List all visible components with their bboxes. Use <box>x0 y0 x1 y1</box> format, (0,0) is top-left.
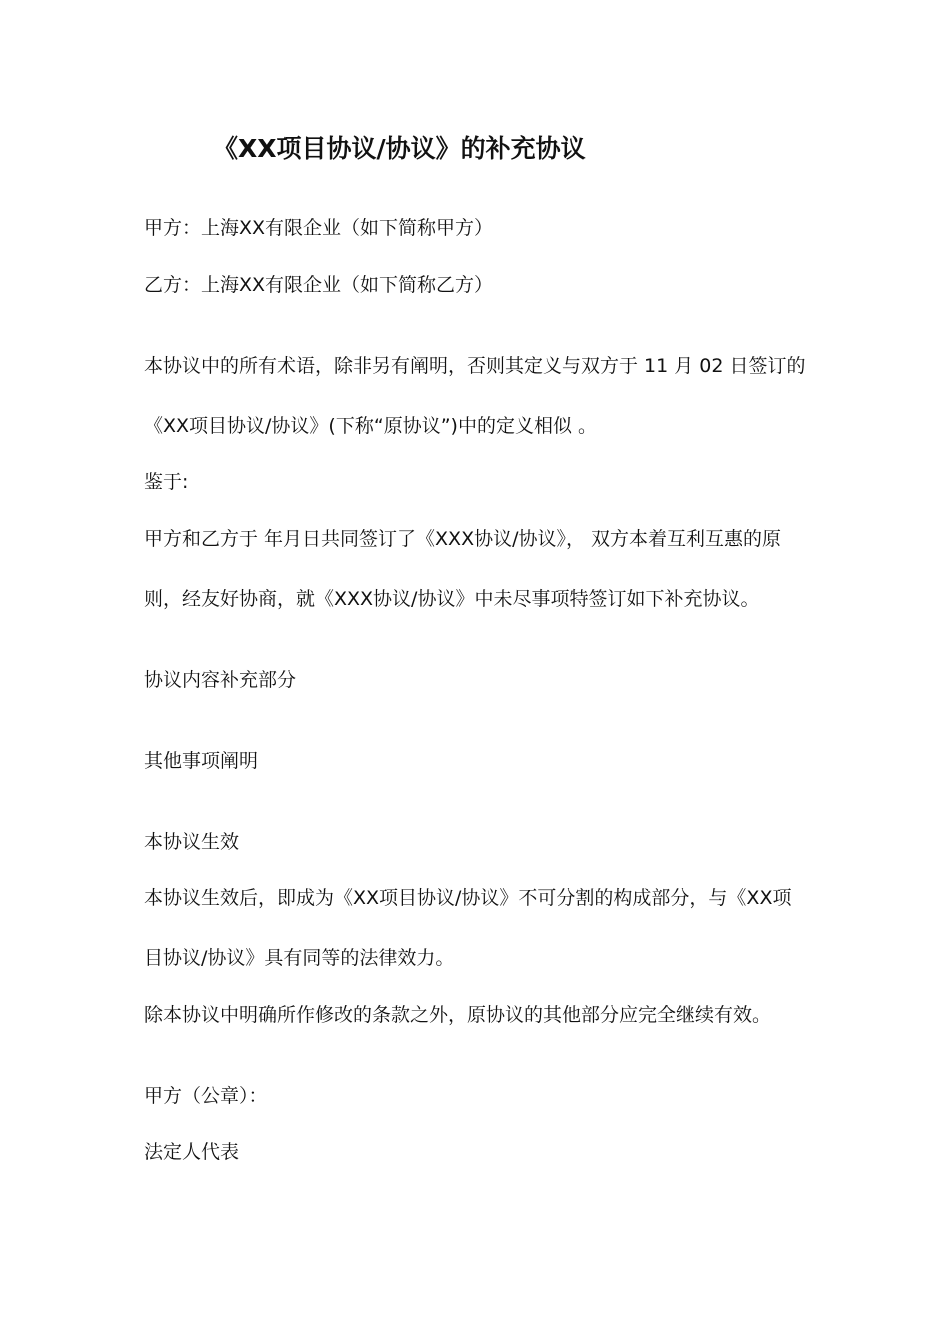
section-heading-supplement: 协议内容补充部分 <box>144 669 297 691</box>
whereas-paragraph-line-1: 甲方和乙方于 年月日共同签订了《XXX协议/协议》， 双方本着互利互惠的原 <box>144 528 782 550</box>
party-a-line: 甲方：上海XX有限企业（如下简称甲方） <box>144 217 494 239</box>
terms-paragraph-line-2: 《XX项目协议/协议》(下称“原协议”)中的定义相似 。 <box>144 415 597 437</box>
whereas-paragraph-line-2: 则，经友好协商，就《XXX协议/协议》中未尽事项特签订如下补充协议。 <box>144 588 760 610</box>
section-heading-effectiveness: 本协议生效 <box>144 831 240 853</box>
document-title: 《XX项目协议/协议》的补充协议 <box>213 134 586 163</box>
terms-paragraph-line-1: 本协议中的所有术语，除非另有阐明，否则其定义与双方于 11 月 02 日签订的 <box>144 355 806 377</box>
whereas-heading: 鉴于: <box>144 471 189 493</box>
legal-representative-label: 法定人代表 <box>144 1141 240 1163</box>
effect-paragraph-line-2: 目协议/协议》具有同等的法律效力。 <box>144 947 455 969</box>
effect-paragraph-line-1: 本协议生效后，即成为《XX项目协议/协议》不可分割的构成部分，与《XX项 <box>144 887 792 909</box>
remainder-paragraph: 除本协议中明确所作修改的条款之外，原协议的其他部分应完全继续有效。 <box>144 1004 772 1026</box>
section-heading-other-matters: 其他事项阐明 <box>144 750 259 772</box>
party-a-seal-label: 甲方（公章）： <box>144 1085 268 1107</box>
party-b-line: 乙方：上海XX有限企业（如下简称乙方） <box>144 274 494 296</box>
